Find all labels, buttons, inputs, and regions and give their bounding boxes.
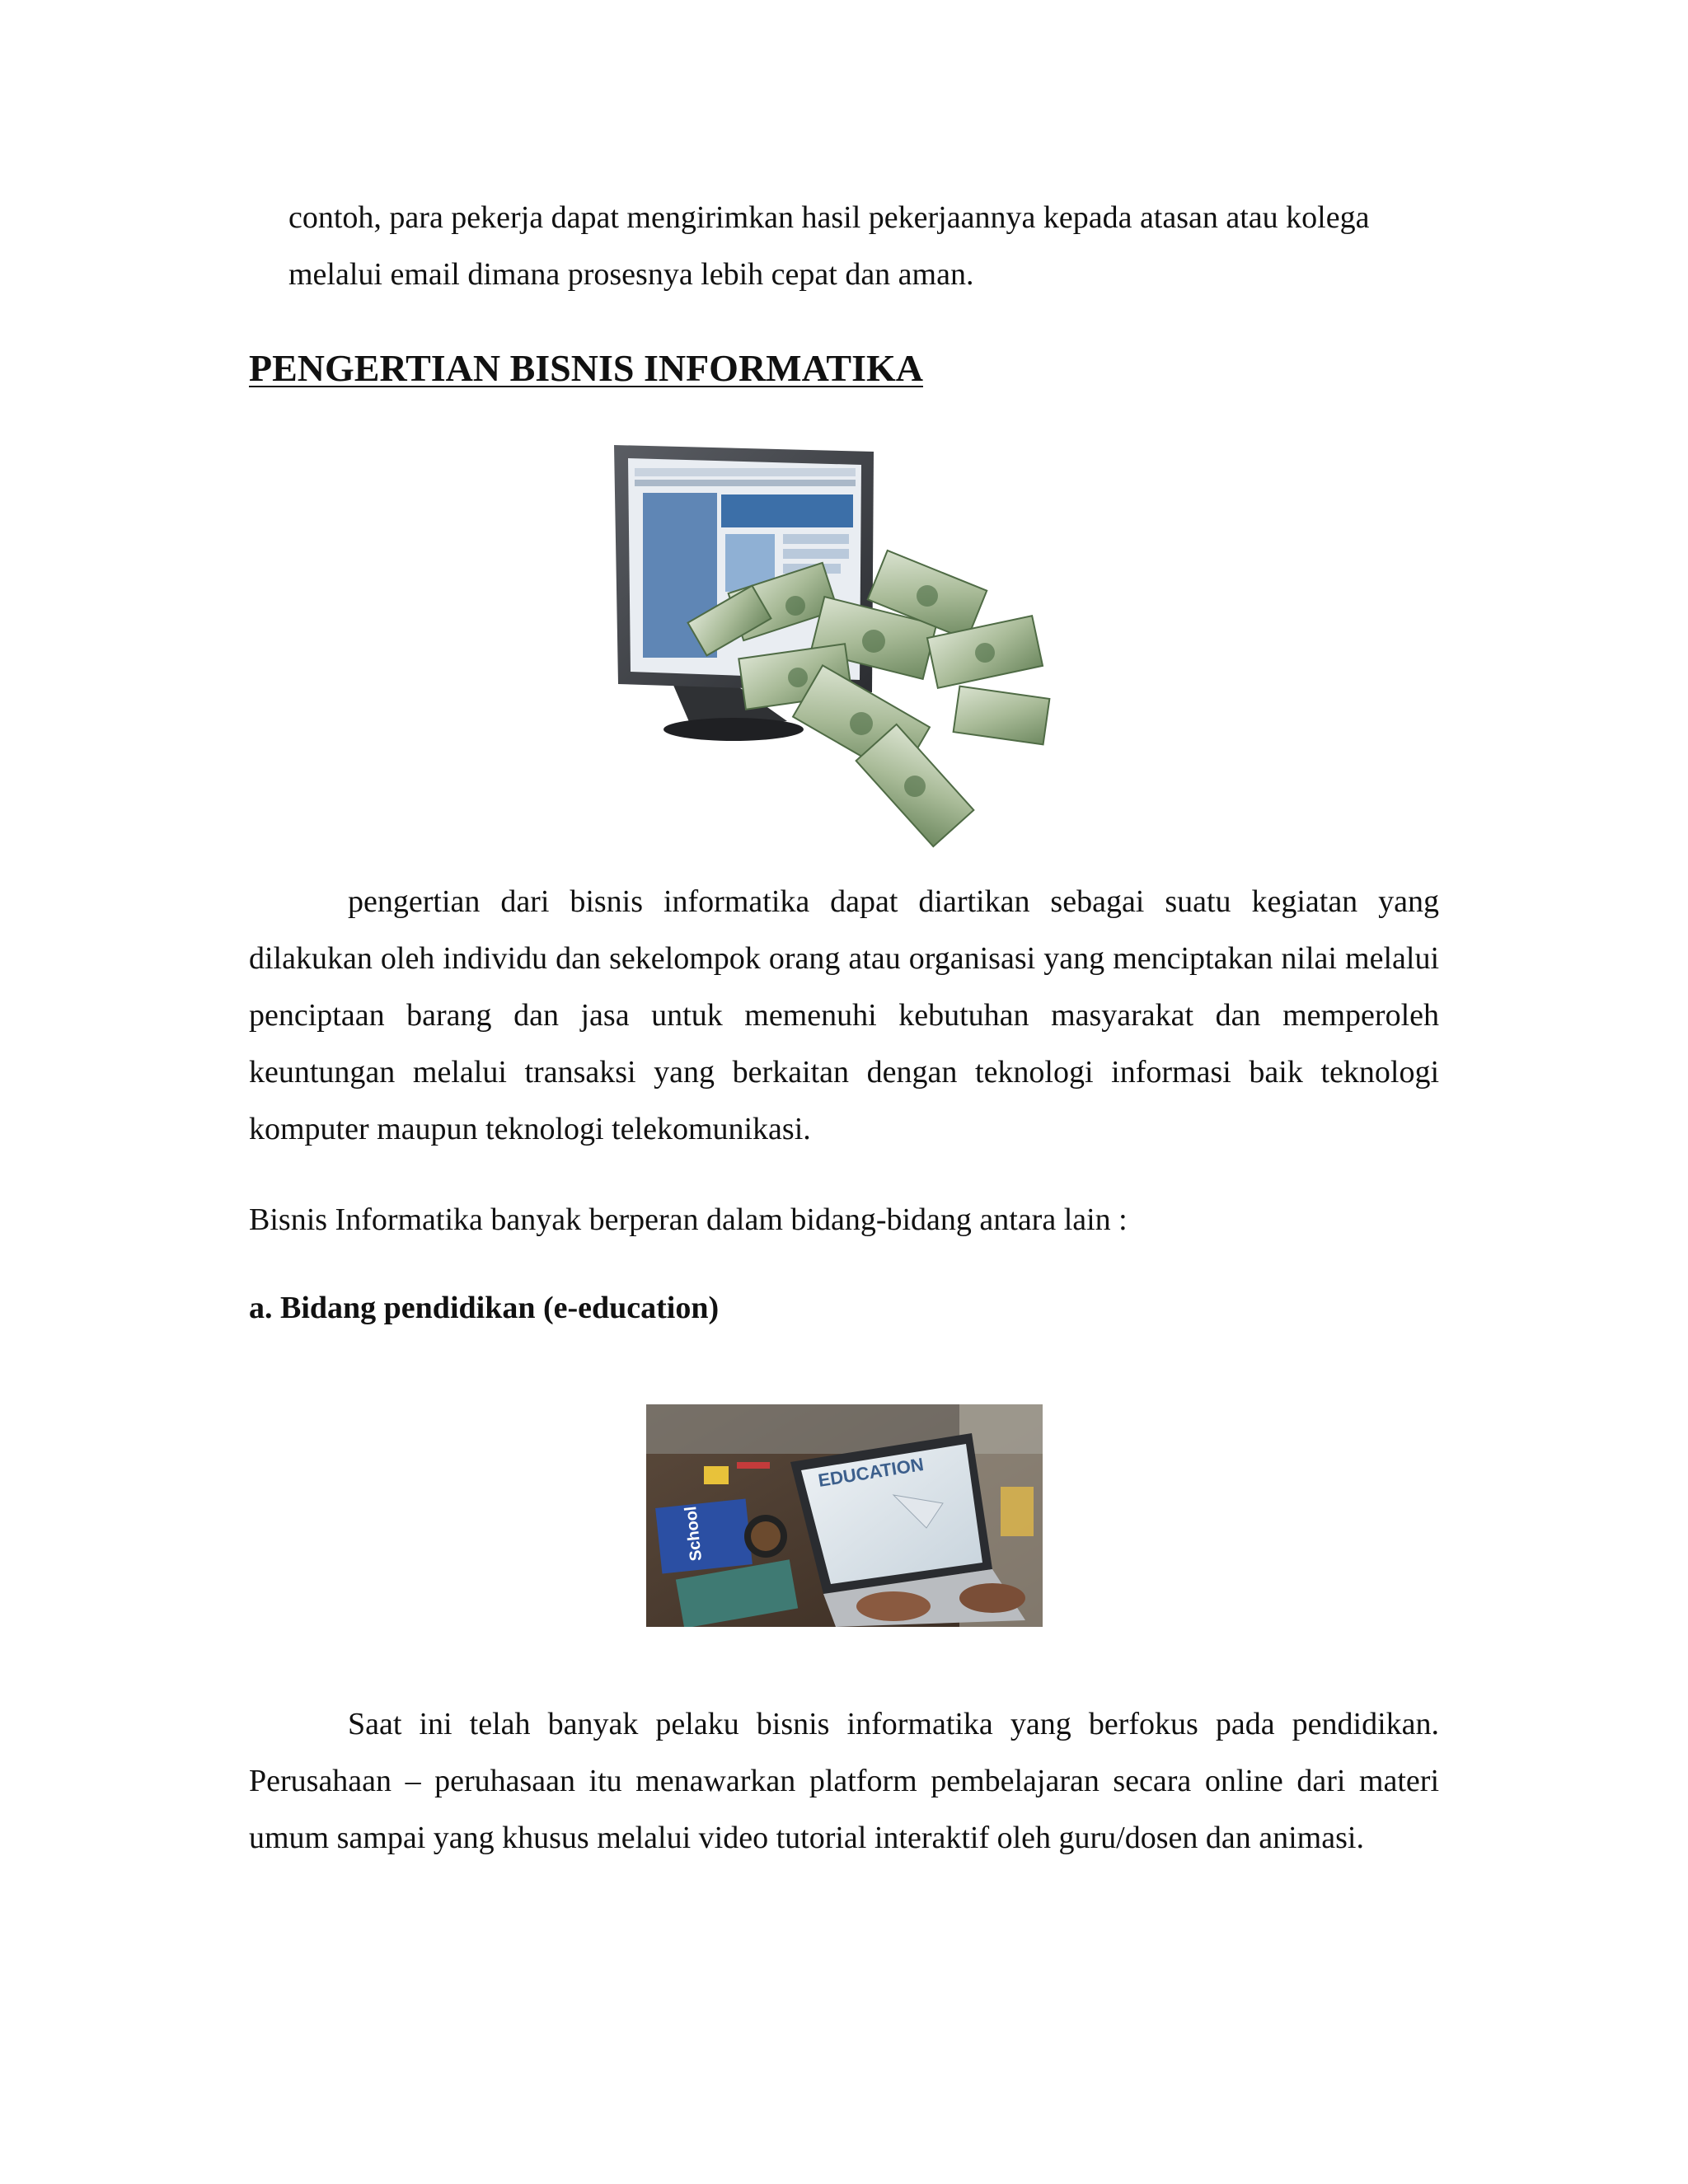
section-heading: PENGERTIAN BISNIS INFORMATIKA [249, 347, 923, 389]
education-laptop-photo [646, 1404, 1043, 1627]
book-label: School [682, 1505, 706, 1563]
school-book [655, 1498, 753, 1573]
subsection-a-heading: a. Bidang pendidikan (e-education) [249, 1291, 720, 1325]
intro-line-2: melalui email dimana prosesnya lebih cepat dan aman. [288, 257, 974, 292]
monitor-money-illustration [610, 445, 1071, 861]
education-paragraph: Saat ini telah banyak pelaku bisnis informatika yang berfokus pada pendidikan. Perusahaan – peruhasaan itu menawarkan platform pembelajaran secara online dari materi umum sampai yang khusus melalui video tutorial interaktif oleh guru/dosen dan animasi. [249, 1707, 1439, 1855]
definition-paragraph: pengertian dari bisnis informatika dapat diartikan sebagai suatu kegiatan yang dilakukan oleh individu dan sekelompok orang atau organisasi yang menciptakan nilai melalui penciptaan barang dan jasa untuk memenuhi kebutuhan masyarakat dan memperoleh keuntungan melalui transaksi yang berkaitan dengan teknologi informasi baik teknologi komputer maupun teknologi telekomunikasi. [249, 884, 1439, 1146]
education-screen-label: EDUCATION [816, 1454, 926, 1491]
roles-paragraph: Bisnis Informatika banyak berperan dalam bidang-bidang antara lain : [249, 1202, 1128, 1237]
intro-line-1: contoh, para pekerja dapat mengirimkan hasil pekerjaannya kepada atasan atau kolega [288, 200, 1370, 235]
